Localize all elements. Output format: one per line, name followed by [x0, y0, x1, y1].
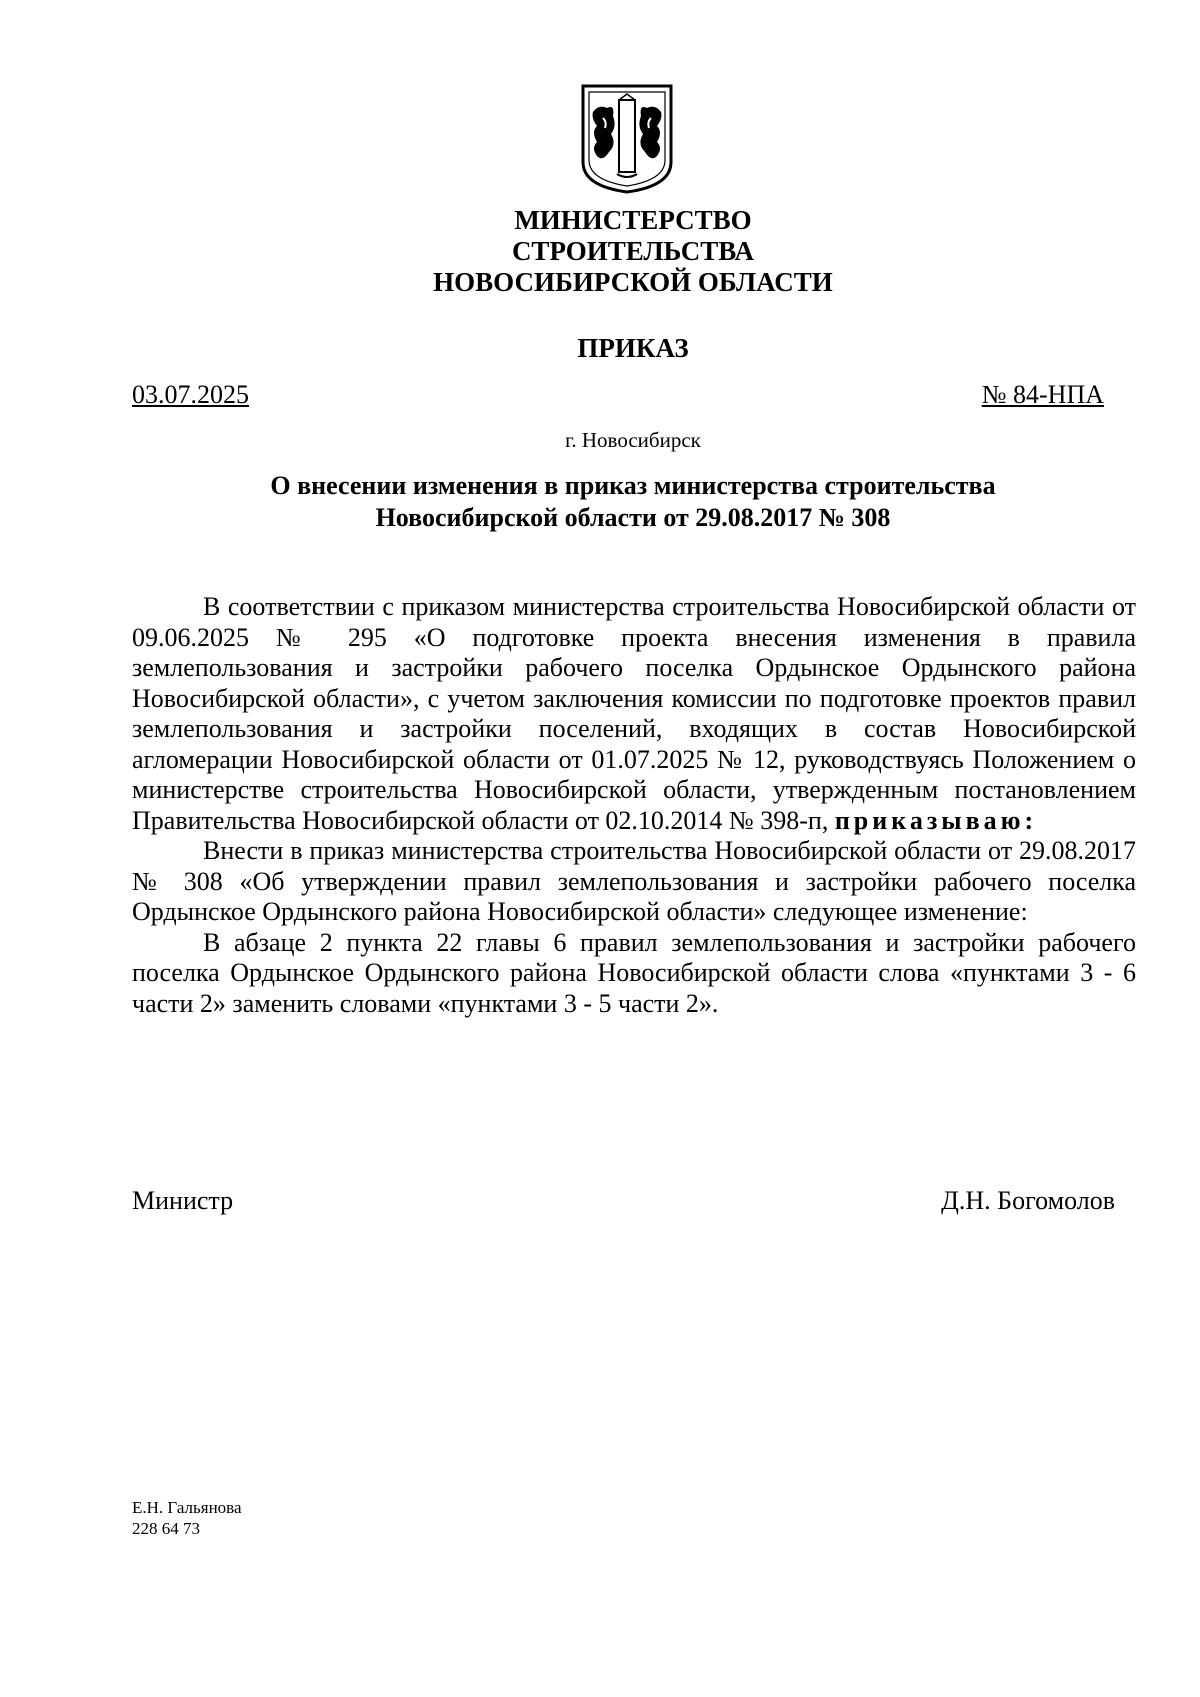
executor-phone: 228 64 73	[132, 1519, 200, 1538]
directive-word: приказываю:	[834, 805, 1038, 835]
ministry-line-3: НОВОСИБИРСКОЙ ОБЛАСТИ	[433, 267, 833, 297]
subject-line-1: О внесении изменения в приказ министерства строительства	[270, 471, 996, 500]
document-type: ПРИКАЗ	[577, 333, 689, 363]
ministry-name	[0, 205, 1200, 298]
document-city: г. Новосибирск	[565, 428, 701, 452]
body-paragraph-1	[132, 592, 1136, 836]
signer-role: Министр	[132, 1186, 234, 1215]
body-paragraph-3: В абзаце 2 пункта 22 главы 6 правил землепользования и застройки рабочего поселка Ордынское Ордынского района Новосибирской области слова «пунктами 3 - 6 части 2» заменить словами «пунктами 3 - 5 части 2».	[132, 927, 1136, 1018]
signer-name: Д.Н. Богомолов	[941, 1186, 1115, 1215]
ministry-line-2: СТРОИТЕЛЬСТВА	[511, 236, 755, 266]
executor-name: Е.Н. Гальянова	[132, 1498, 242, 1517]
document-subject	[0, 470, 1200, 534]
coat-of-arms-icon	[577, 82, 677, 194]
document-number: № 84-НПА	[981, 380, 1104, 409]
body-paragraph-2: Внести в приказ министерства строительства Новосибирской области от 29.08.2017 № 308 «Об утверждении правил землепользования и застройки рабочего поселка Ордынское Ордынского района Новосибирской области» следующее изменение:	[132, 836, 1136, 926]
executor-info	[132, 1497, 242, 1539]
subject-line-2: Новосибирской области от 29.08.2017 № 308	[375, 503, 891, 532]
document-body	[132, 592, 1136, 1019]
body-paragraph-1-text: В соответствии с приказом министерства строительства Новосибирской области от 09.06.2025 № 295 «О подготовке проекта внесения изменения в правила землепользования и застройки рабочего поселка Ордынское Ордынского района Новосибирской области», с учетом заключения комиссии по подготовке проектов правил землепользования и застройки поселений, входящих в состав Новосибирской агломерации Новосибирской области от 01.07.2025 № 12, руководствуясь Положением о министерстве строительства Новосибирской области, утвержденным постановлением Правительства Новосибирской области от 02.10.2014 № 398-п,	[132, 592, 1136, 835]
ministry-line-1: МИНИСТЕРСТВО	[514, 205, 752, 235]
document-date: 03.07.2025	[132, 380, 249, 409]
